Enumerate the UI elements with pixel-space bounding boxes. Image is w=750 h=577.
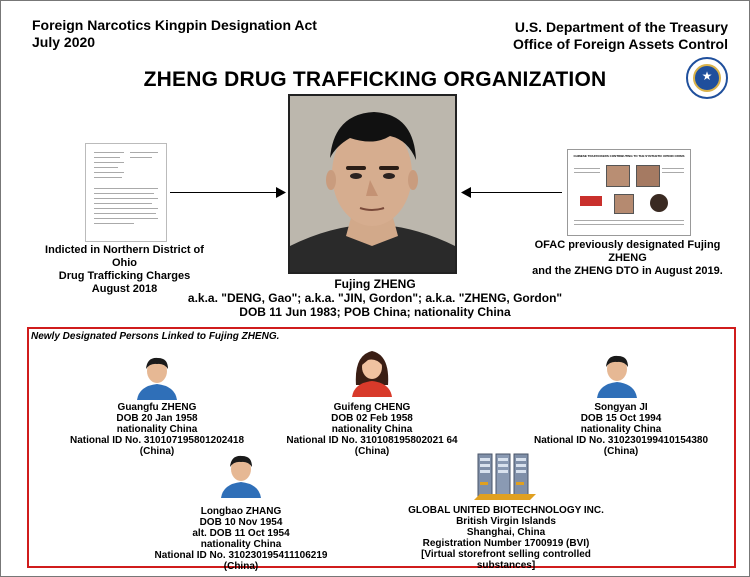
date-line: July 2020 <box>32 34 96 50</box>
company-caption: GLOBAL UNITED BIOTECHNOLOGY INC. British Virgin Islands Shanghai, China Registration Number 1700919 (BVI) [Virtual storefront selling controlled substances] <box>408 505 604 571</box>
person-caption-guifeng-cheng: Guifeng CHENG DOB 02 Feb 1958 nationality China National ID No. 310108195802021 64 (China) <box>286 402 458 457</box>
male-person-icon <box>221 452 261 498</box>
main-person-caption <box>160 277 590 319</box>
indictment-document-thumbnail <box>85 143 167 242</box>
treasury-seal-icon: ★ <box>686 57 728 99</box>
act-name: Foreign Narcotics Kingpin Designation Act <box>32 17 317 33</box>
header-right <box>513 19 728 53</box>
right-arrow-line <box>470 192 562 193</box>
person-caption-guangfu-zheng: Guangfu ZHENG DOB 20 Jan 1958 nationality China National ID No. 310107195801202418 (China) <box>70 402 244 457</box>
page-title: ZHENG DRUG TRAFFICKING ORGANIZATION <box>143 68 607 91</box>
department-name: U.S. Department of the Treasury <box>514 19 728 35</box>
female-person-icon <box>352 345 392 397</box>
main-person-photo <box>288 94 457 274</box>
person-caption-longbao-zhang: Longbao ZHANG DOB 10 Nov 1954 alt. DOB 11 Oct 1954 nationality China National ID No. 310230195411106219 (China) <box>154 506 328 572</box>
main-person-aka: a.k.a. "DENG, Gao"; a.k.a. "JIN, Gordon"; a.k.a. "ZHENG, Gordon" <box>187 291 563 305</box>
thumbnail-heading: CHINESE TRAFFICKERS CONTRIBUTING TO THE SYNTHETIC OPIOID CRISIS <box>573 154 685 158</box>
right-arrow-head-icon <box>461 187 471 198</box>
left-arrow-line <box>170 192 280 193</box>
header-left <box>32 17 317 51</box>
indictment-caption: Indicted in Northern District of Ohio Drug Trafficking Charges August 2018 <box>45 244 204 295</box>
office-name: Office of Foreign Assets Control <box>513 36 728 52</box>
person-caption-songyan-ji: Songyan JI DOB 15 Oct 1994 nationality China National ID No. 310230199410154380 (China) <box>534 402 708 457</box>
server-rack-icon <box>474 450 536 504</box>
ofac-caption: OFAC previously designated Fujing ZHENG and the ZHENG DTO in August 2019. <box>532 239 723 277</box>
ofac-designation-thumbnail <box>567 149 691 236</box>
main-person-details: DOB 11 Jun 1983; POB China; nationality China <box>239 305 511 319</box>
male-person-icon <box>137 354 177 400</box>
main-person-name: Fujing ZHENG <box>334 277 416 291</box>
male-person-icon <box>597 352 637 398</box>
section-title: Newly Designated Persons Linked to Fujing ZHENG. <box>31 331 280 342</box>
left-arrow-head-icon <box>276 187 286 198</box>
